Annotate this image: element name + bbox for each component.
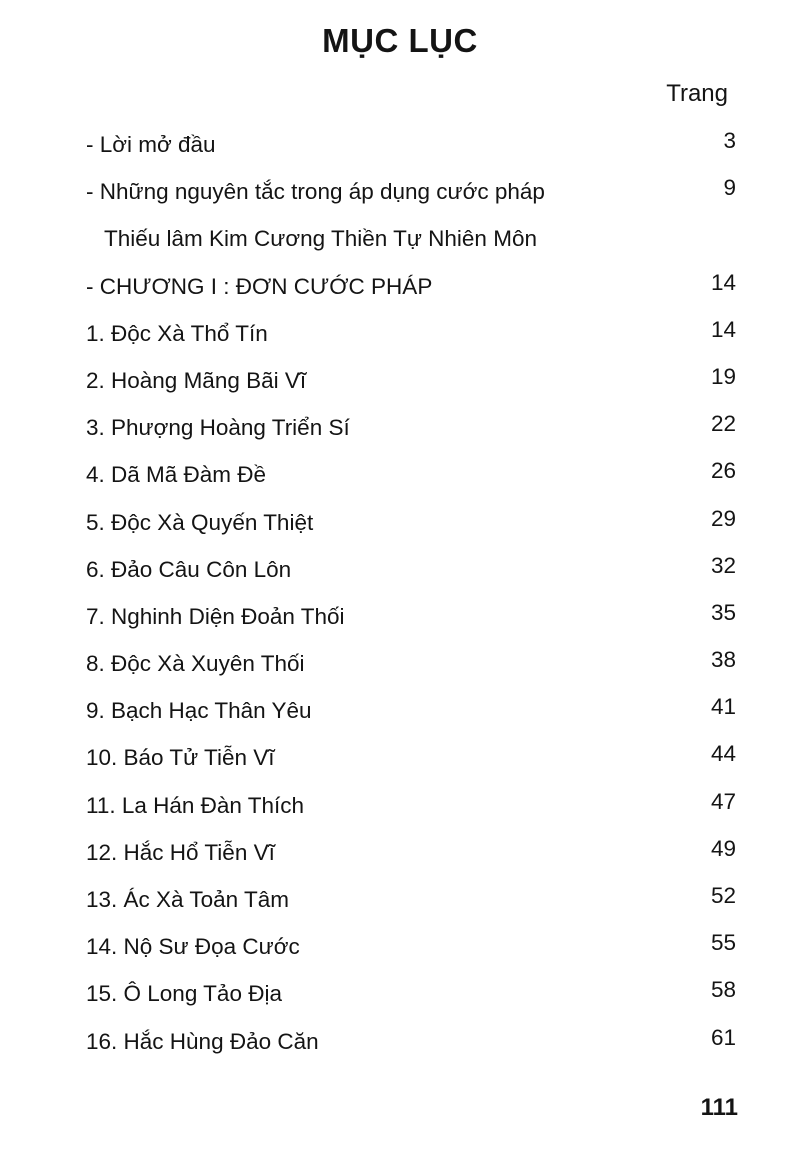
toc-entry [86,316,736,366]
toc-entry [86,649,736,696]
toc-entry-page: 22 [710,411,736,437]
toc-entry-page: 26 [710,458,736,484]
toc-entry-page: 44 [710,741,736,767]
toc-entry-title: 16. Hắc Hùng Đảo Căn [86,1028,319,1054]
toc-entry-page: 32 [710,552,736,578]
page-title: MỤC LỤC [322,22,478,59]
toc-entry [86,552,736,602]
toc-entry-page: 14 [710,316,736,342]
toc-entry-title: - Những nguyên tắc trong áp dụng cước pháp [86,179,545,205]
toc-entry [86,932,736,979]
toc-entry-title: 4. Dã Mã Đàm Đề [86,462,267,488]
toc-entry-page: 49 [710,835,736,861]
toc-entry [86,363,736,413]
toc-entry-page: 61 [710,1024,736,1050]
toc-entry-title: Thiếu lâm Kim Cương Thiền Tự Nhiên Môn [104,226,537,252]
toc-entry-page: 55 [710,930,736,956]
toc-entry [86,177,736,224]
toc-entry-page: 14 [710,269,736,295]
toc-entry-title: - Lời mở đầu [86,132,216,157]
toc-entry [86,696,736,743]
toc-entry [86,788,736,838]
page-column-header: Trang [666,80,728,107]
table-of-contents [86,130,736,1074]
toc-entry-title: 1. Độc Xà Thổ Tín [86,320,268,346]
toc-entry-title: 8. Độc Xà Xuyên Thối [86,651,305,677]
toc-entry-title: 5. Độc Xà Quyến Thiệt [86,509,314,535]
toc-entry [86,835,736,885]
toc-entry [86,979,736,1026]
toc-entry [86,505,736,555]
toc-entry-page: 47 [710,788,736,814]
toc-entry-page: 9 [723,175,736,201]
toc-entry-title: 7. Nghinh Diện Đoản Thối [86,603,345,629]
toc-entry-title: 10. Báo Tử Tiễn Vĩ [86,745,275,771]
toc-entry-page: 41 [710,694,736,720]
toc-entry-title: 13. Ác Xà Toản Tâm [86,887,290,912]
toc-entry-page: 35 [710,599,736,625]
toc-entry [86,413,736,460]
toc-entry-title: 2. Hoàng Mãng Bãi Vĩ [86,367,307,393]
toc-entry [86,269,736,319]
toc-entry-title: 15. Ô Long Tảo Địa [86,981,282,1007]
toc-entry [86,130,736,177]
toc-entry [86,743,736,790]
toc-entry-page: 52 [710,883,736,908]
toc-entry-title: 6. Đảo Câu Côn Lôn [86,556,292,582]
toc-entry-continuation [86,224,736,271]
toc-entry [86,599,736,649]
toc-entry-title: 14. Nộ Sư Đọa Cước [86,934,300,960]
toc-entry-title: 12. Hắc Hổ Tiễn Vĩ [86,839,275,865]
toc-entry [86,885,736,932]
toc-entry-page: 58 [710,977,736,1003]
page-number: 111 [700,1094,738,1121]
toc-entry-page: 29 [710,505,736,531]
toc-entry-page: 38 [710,647,736,673]
toc-entry-page: 19 [710,363,736,389]
toc-entry-title: 11. La Hán Đàn Thích [86,792,305,818]
toc-entry-title: 9. Bạch Hạc Thân Yêu [86,698,312,724]
toc-entry [86,460,736,507]
toc-entry-title: - CHƯƠNG I : ĐƠN CƯỚC PHÁP [86,273,433,299]
toc-entry-title: 3. Phượng Hoàng Triển Sí [86,415,350,441]
toc-entry [86,1024,736,1074]
toc-entry-page: 3 [723,128,736,153]
